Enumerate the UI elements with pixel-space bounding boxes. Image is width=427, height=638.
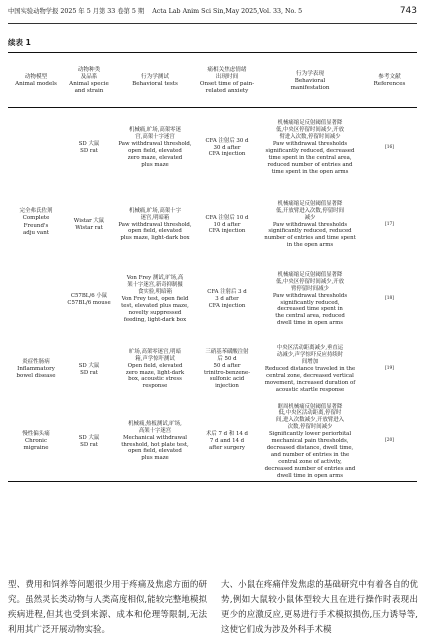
cell-line: Significantly lower periorbital xyxy=(268,431,352,438)
cell-line: dwell time in open arms xyxy=(277,320,343,327)
cell-line: 机械痛,旷场,高架零迷 xyxy=(129,127,181,134)
cell-line: in the open arms xyxy=(286,242,334,249)
cell-line: SD rat xyxy=(80,148,98,154)
page-number: 743 xyxy=(399,6,417,16)
cell-line: Paw withdrawal thresholds xyxy=(272,292,348,299)
tests-cell xyxy=(114,337,196,402)
cell-line: SD rat xyxy=(80,369,98,376)
header-line: manifestation xyxy=(290,84,330,91)
reference-cell: [19] xyxy=(384,366,394,372)
cell-line: Von Frey test, open field xyxy=(121,296,189,303)
header-line: Onset time of pain- xyxy=(199,81,255,87)
cell-line: 低,中央区停留时间减少,开放 xyxy=(275,278,345,285)
species-cell xyxy=(64,108,114,189)
cell-line: 30 d after xyxy=(213,144,241,151)
cell-line: the central area, reduced xyxy=(275,313,345,320)
header-onset-time xyxy=(196,53,258,108)
cell-line: central zone, decreased vertical xyxy=(266,372,354,379)
table-row xyxy=(8,337,417,402)
onset-cell xyxy=(196,262,258,337)
cell-line: 3 d after xyxy=(215,296,239,303)
cell-line: 50 d after xyxy=(213,362,241,369)
tests-cell xyxy=(114,108,196,189)
cell-line: 低,中央区活动距离,停留时 xyxy=(278,410,342,417)
header-line: 行为学表现 xyxy=(296,70,324,77)
cell-line: 间,进入次数减少,开放臂进入 xyxy=(275,417,345,424)
cell-line: 机械痛,热板测试,旷场, xyxy=(128,420,182,427)
manifestation-cell xyxy=(258,337,362,402)
cell-line: SD 大鼠 xyxy=(78,141,100,148)
cell-line: open field, elevated xyxy=(128,228,182,235)
cell-line: movement, increased duration of xyxy=(264,379,356,386)
header-line: 及品系 xyxy=(80,74,98,80)
cell-line: 三硝基苯磺酸注射 xyxy=(205,348,249,355)
header-line: Behavioral xyxy=(294,77,326,84)
cell-line: 高架十字迷宫 xyxy=(138,427,172,434)
header-line: 参考文献 xyxy=(378,74,401,80)
reference-cell: [16] xyxy=(384,144,394,150)
header-line: References xyxy=(373,81,406,87)
tests-cell xyxy=(114,402,196,482)
cell-line: 完全弗氏佐剂 xyxy=(19,208,53,215)
cell-line: significantly reduced, decreased xyxy=(265,148,355,154)
cell-line: plus maze xyxy=(141,161,169,168)
cell-line: 机械痛缩足反射阈值显著降 xyxy=(277,271,343,278)
cell-line: acoustic startle response xyxy=(275,386,345,393)
cell-line: 炎症性肠病 xyxy=(22,358,50,365)
cell-line: bowel disease xyxy=(16,373,56,380)
cell-line: significantly reduced, reduced xyxy=(268,228,352,235)
group-cfa xyxy=(8,108,64,338)
cell-line: 架十字迷宫,新奇抑制摄 xyxy=(127,282,183,289)
cell-line: open field, elevated xyxy=(128,148,182,154)
cell-line: 旷场,高架零迷宫,明暗 xyxy=(129,348,181,355)
header-line: and strain xyxy=(74,88,104,94)
cell-line: Open field, elevated xyxy=(127,362,183,369)
cell-line: 术后 7 d 和 14 d xyxy=(206,431,248,438)
table-row xyxy=(8,188,417,262)
cell-line: 10 d after xyxy=(213,221,241,228)
cell-line: migraine xyxy=(23,445,49,452)
species-cell xyxy=(64,402,114,482)
body-paragraph-right: 大、小鼠在疼痛伴发焦虑的基础研究中有着各自的优势,例如大鼠较小鼠体型较大且在进行操作时表现出更少的应激反应,更易进行手术模拟损伤,压力诱导等,这使它们成为涉及外科手术模 xyxy=(221,580,418,635)
species-cell xyxy=(64,337,114,402)
cell-line: CFA 注射后 10 d xyxy=(205,214,249,221)
header-rule xyxy=(8,23,417,24)
cell-line: Wistar 大鼠 xyxy=(73,218,105,225)
cell-line: 箱,声学惊吓测试 xyxy=(135,355,175,362)
cell-line: threshold, hot plate test, xyxy=(121,441,189,448)
header-line: related anxiety xyxy=(205,88,249,94)
table-continued-label: 续表 1 xyxy=(8,38,31,47)
header-animal-models xyxy=(8,53,64,108)
table-row xyxy=(8,402,417,482)
cell-line: Reduced distance traveled in the xyxy=(264,366,356,373)
cell-line: significantly reduced, xyxy=(280,299,340,306)
journal-title-cn: 中国实验动物学报 2025 年 5 月第 33 卷第 5 期 xyxy=(8,8,145,15)
cell-line: feeding, light-dark box xyxy=(123,316,187,323)
cell-line: adju vant xyxy=(23,229,49,236)
cell-line: Paw withdrawal threshold, xyxy=(118,141,192,148)
cell-line: Chronic xyxy=(24,437,48,444)
onset-cell xyxy=(196,337,258,402)
header-line: Animal specie xyxy=(69,81,109,87)
header-line: 行为学测试 xyxy=(141,74,169,80)
cell-line: Freund's xyxy=(23,222,49,229)
table-header-row xyxy=(8,53,417,108)
cell-line: number of entries and time spent xyxy=(264,235,356,242)
cell-line: 机械痛缩足反射阈值显著降 xyxy=(277,120,343,127)
group-ibd xyxy=(8,337,64,402)
journal-title-en: Acta Lab Anim Sci Sin,May 2025,Vol. 33, No. 5 xyxy=(152,8,303,15)
cell-line: C57BL/6 小鼠 xyxy=(70,292,108,299)
header-behavioral-tests xyxy=(114,53,196,108)
reference-cell: [18] xyxy=(384,296,394,302)
manifestation-cell xyxy=(258,402,362,482)
header-species xyxy=(64,53,114,108)
cell-line: 臂进入次数,停留时间减少 xyxy=(279,134,341,141)
header-manifestation xyxy=(258,53,362,108)
cell-line: 中央区活动距离减少,垂直运 xyxy=(276,345,344,352)
cell-line: response xyxy=(142,383,168,390)
cell-line: Von Frey 测试,旷场,高 xyxy=(126,275,184,282)
cell-line: decreased distance, dwell time, xyxy=(266,444,354,451)
cell-line: injection xyxy=(215,383,239,390)
cell-line: novelty suppressed xyxy=(128,309,182,316)
tests-cell xyxy=(114,262,196,337)
cell-line: 宫,高架十字迷宫 xyxy=(135,134,175,141)
cell-line: Complete xyxy=(22,215,50,222)
cell-line: 迷宫,明暗箱 xyxy=(140,214,170,221)
header-line: 动物模型 xyxy=(24,74,48,80)
cell-line: 机械痛缩足反射阈值显著降 xyxy=(277,200,343,207)
cell-line: zero maze, elevated xyxy=(127,154,183,161)
cell-line: 间增加 xyxy=(301,359,319,366)
manifestation-cell xyxy=(258,262,362,337)
cell-line: Inflammatory xyxy=(17,365,55,372)
cell-line: Wistar rat xyxy=(75,225,103,231)
cell-line: trinitro-benzene- xyxy=(203,369,251,376)
cell-line: SD 大鼠 xyxy=(78,362,100,369)
cell-line: plus maze, light-dark box xyxy=(120,235,190,242)
table-container xyxy=(8,52,417,482)
cell-line: Mechanical withdrawal xyxy=(122,434,188,441)
cell-line: zero maze, light-dark xyxy=(125,369,185,376)
header-line: 动物种类 xyxy=(77,67,101,73)
cell-line: CFA injection xyxy=(208,151,246,158)
cell-line: and number of entries in the xyxy=(270,451,350,458)
cell-line: dwell time in open arms xyxy=(277,472,343,479)
onset-cell xyxy=(196,402,258,482)
cell-line: 食实验,明暗箱 xyxy=(137,289,173,296)
body-paragraph-left: 型、费用和饲养等问题很少用于疼痛及焦虑方面的研究。虽然灵长类动物与人类高度相似,能较完整地模拟疾病进程,但其也受到来源、成本和伦理等限制,无法利用其广泛开展动物实验。 xyxy=(8,580,207,635)
cell-line: Paw withdrawal thresholds xyxy=(272,221,348,228)
manifestation-cell xyxy=(258,188,362,262)
cell-line: 后 50 d xyxy=(217,355,237,362)
cell-line: box, acoustic stress xyxy=(128,376,182,383)
table-row xyxy=(8,262,417,337)
cell-line: 机械痛,旷场,高架十字 xyxy=(129,207,181,214)
cell-line: 7 d and 14 d xyxy=(209,438,245,445)
cell-line: 减少 xyxy=(304,214,316,221)
group-migraine xyxy=(8,402,64,482)
table-row xyxy=(8,108,417,189)
manifestation-cell xyxy=(258,108,362,189)
cell-line: 臂停留时间减少 xyxy=(291,285,329,292)
cell-line: 眶周机械痛反射阈值显著降 xyxy=(277,403,343,410)
cell-line: test, elevated plus maze, xyxy=(121,302,189,309)
header-line: Behavioral tests xyxy=(132,81,178,87)
cell-line: 次数,停留时间减少 xyxy=(287,424,333,431)
header-line: 出现时间 xyxy=(215,74,239,80)
cell-line: 动减少,声学惊吓反应持续时 xyxy=(276,352,344,359)
cell-line: mechanical pain thresholds, xyxy=(271,438,349,445)
onset-cell xyxy=(196,108,258,189)
cell-line: SD 大鼠 xyxy=(78,434,100,441)
species-cell xyxy=(64,188,114,262)
cell-line: Paw withdrawal thresholds xyxy=(272,141,348,148)
cell-line: central zone of activity, xyxy=(278,458,342,465)
cell-line: decreased number of entries and xyxy=(264,465,356,472)
cell-line: open field, elevated xyxy=(128,448,182,455)
species-cell xyxy=(64,262,114,337)
cell-line: sulfonic acid xyxy=(209,376,245,383)
tests-cell xyxy=(114,188,196,262)
cell-line: reduced number of entries and xyxy=(267,161,353,168)
reference-cell: [20] xyxy=(384,438,394,444)
cell-line: 低,开放臂进入次数,停留时间 xyxy=(275,207,345,214)
cell-line: CFA injection xyxy=(208,302,246,309)
cell-line: plus maze xyxy=(141,455,169,462)
reference-cell: [17] xyxy=(384,221,394,227)
cell-line: 慢性偏头痛 xyxy=(22,430,50,437)
header-line: 痛相关焦虑情绪 xyxy=(207,67,247,73)
animal-model-table xyxy=(8,52,417,482)
running-head xyxy=(8,6,417,20)
cell-line: CFA 注射后 30 d xyxy=(205,137,249,144)
cell-line: time spent in the open arms xyxy=(271,168,349,175)
header-references xyxy=(362,53,417,108)
cell-line: SD rat xyxy=(80,441,98,448)
cell-line: C57BL/6 mouse xyxy=(67,299,111,306)
cell-line: 低,中央区停留时间减少,开放 xyxy=(275,127,345,134)
header-line: Animal models xyxy=(15,81,57,87)
cell-line: after surgery xyxy=(209,444,245,451)
cell-line: CFA 注射后 3 d xyxy=(207,289,247,296)
cell-line: CFA injection xyxy=(208,228,246,235)
cell-line: Paw withdrawal threshold, xyxy=(118,221,192,228)
cell-line: time spent in the central area, xyxy=(268,154,352,161)
onset-cell xyxy=(196,188,258,262)
cell-line: decreased time spent in xyxy=(277,306,343,313)
